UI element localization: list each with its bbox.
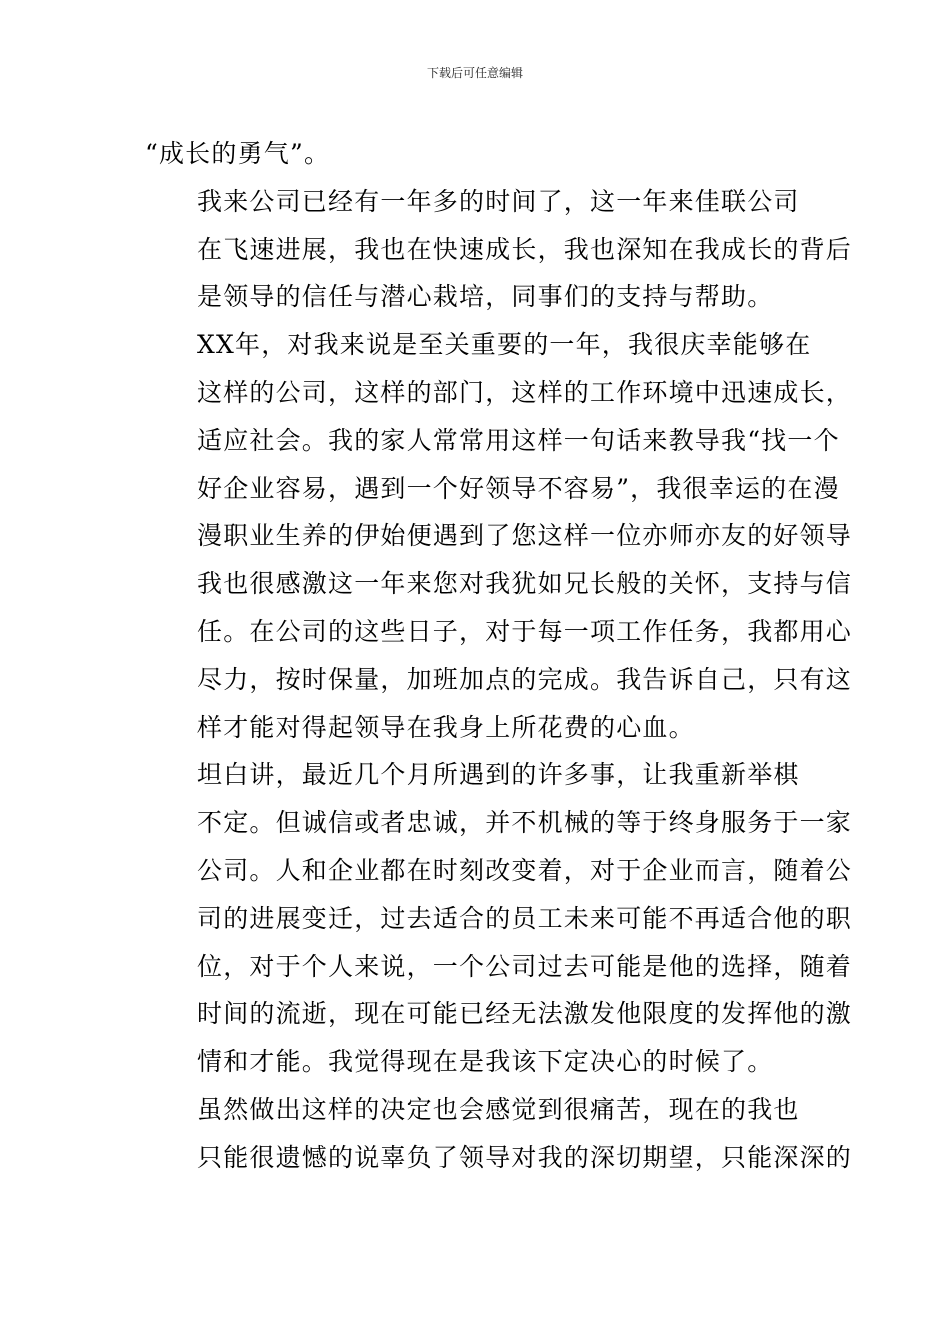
page-header: 下载后可任意编辑: [426, 66, 523, 80]
text-line: 我也很感激这一年来您对我犹如兄长般的关怀，支持与信: [197, 569, 853, 599]
paragraph-4: [145, 751, 853, 1086]
text-line: 好企业容易，遇到一个好领导不容易”，我很幸运的在漫: [197, 473, 840, 503]
text-line: 样才能对得起领导在我身上所花费的心血。: [197, 712, 695, 742]
text-line: 漫职业生养的伊始便遇到了您这样一位亦师亦友的好领导: [197, 521, 853, 551]
text-line: 时间的流逝，现在可能已经无法激发他限度的发挥他的激: [197, 999, 853, 1029]
text-line: 适应社会。我的家人常常用这样一句话来教导我“找一个: [197, 425, 840, 455]
paragraph-3: [145, 321, 853, 751]
text-line: 这样的公司，这样的部门，这样的工作环境中迅速成长，: [197, 377, 853, 407]
text-line: 在飞速进展，我也在快速成长，我也深知在我成长的背后: [197, 234, 853, 264]
paragraph-5: [145, 1086, 853, 1182]
text-line: 是领导的信任与潜心栽培，同事们的支持与帮助。: [197, 282, 774, 312]
paragraph-1: [145, 130, 809, 178]
text-line: 司的进展变迁，过去适合的员工未来可能不再适合他的职: [197, 903, 853, 933]
text-line: 情和才能。我觉得现在是我该下定决心的时候了。: [197, 1047, 774, 1077]
document-body: [145, 130, 853, 1182]
text-line: 公司。人和企业都在时刻改变着，对于企业而言，随着公: [197, 855, 853, 885]
text-line: 虽然做出这样的决定也会感觉到很痛苦，现在的我也: [197, 1094, 800, 1124]
text-line: 我来公司已经有一年多的时间了，这一年来佳联公司: [197, 186, 800, 216]
text-line: 坦白讲，最近几个月所遇到的许多事，让我重新举棋: [197, 760, 800, 790]
text-line: “成长的勇气”。: [145, 139, 331, 168]
text-line: 位，对于个人来说，一个公司过去可能是他的选择，随着: [197, 951, 853, 981]
text-line: 尽力，按时保量，加班加点的完成。我告诉自己，只有这: [197, 664, 853, 694]
text-line: 只能很遗憾的说辜负了领导对我的深切期望，只能深深的: [197, 1142, 853, 1172]
text-line: 不定。但诚信或者忠诚，并不机械的等于终身服务于一家: [197, 808, 853, 838]
text-line: 任。在公司的这些日子，对于每一项工作任务，我都用心: [197, 616, 853, 646]
text-line: XX年，对我来说是至关重要的一年，我很庆幸能够在: [197, 330, 812, 360]
paragraph-2: [145, 178, 853, 321]
